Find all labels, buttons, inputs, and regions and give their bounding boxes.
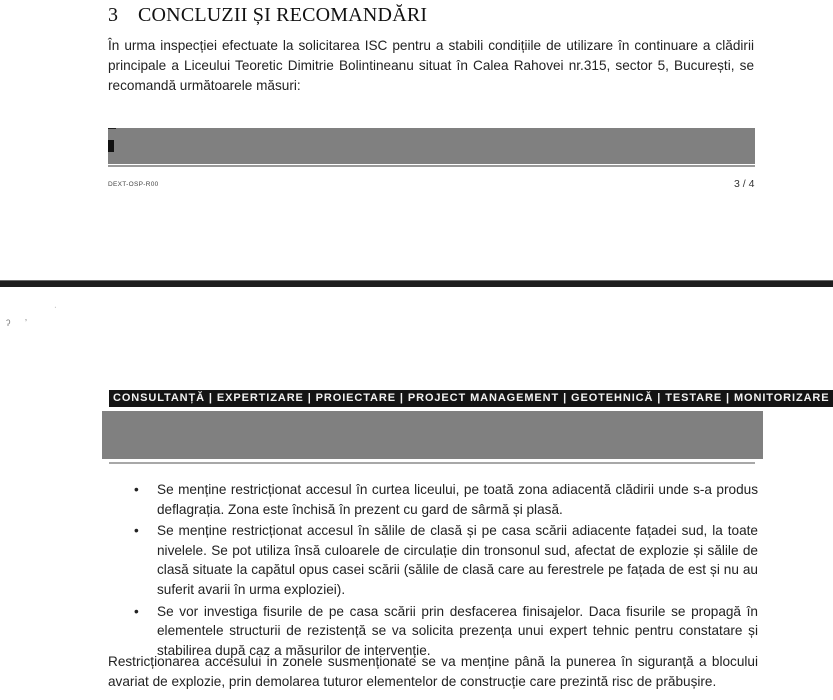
document-code: DEXT-OSP-R00: [108, 181, 159, 188]
page-number: 3 / 4: [734, 178, 755, 190]
section-heading: [108, 4, 427, 27]
list-item-text: Se vor investiga fisurile de pe casa scării prin desfacerea finisajelor. Daca fisurile se propagă în elementele structurii de rezistență se va solicita prezența unui expert tehnic pentru constatare și stabilirea după caz a măsurilor de intervenție.: [157, 603, 758, 658]
scan-artifact: ʔ: [6, 318, 11, 328]
redacted-header-block: [102, 411, 763, 459]
header-rule: [109, 462, 755, 464]
redacted-footer-logo-fragment: [108, 140, 114, 152]
scan-artifact: ˈ: [54, 307, 57, 314]
closing-paragraph: Restricționarea accesului in zonele susmenționate se va menține până la punerea în siguranță a blocului avariat de explozie, prin demolarea tuturor elementelor de construcție care prezintă risc de prăbușire.: [108, 654, 758, 689]
list-item: [108, 521, 758, 599]
page-separator: [0, 280, 833, 287]
section-number: 3: [108, 4, 119, 26]
bullet-icon: •: [134, 603, 139, 619]
list-item-text: Se menține restricționat accesul în sălile de clasă și pe casa scării adiacente fațadei sud, la toate nivelele. Se pot utiliza însă culoarele de circulație din tronsonul sud, afectat de explozie și sălile de clasă situate la capătul opus casei scării (sălile de clasă care au ferestrele pe fațada de est și nu au suferit avarii în urma exploziei).: [157, 523, 758, 597]
redacted-footer-block: [108, 128, 755, 164]
redacted-footer-edge: [108, 128, 116, 129]
bullet-icon: •: [134, 482, 139, 497]
scan-artifact: ʼ: [25, 318, 27, 328]
bullet-icon: •: [134, 523, 139, 539]
list-item-text: Se menține restricționat accesul în curtea liceului, pe toată zona adiacentă clădirii unde s-a produs deflagrația. Zona este închisă în prezent cu gard de sârmă și plasă.: [157, 482, 758, 517]
list-item: [108, 480, 758, 519]
measures-list: [108, 480, 758, 662]
footer-rule: [108, 165, 755, 167]
section-title: CONCLUZII ȘI RECOMANDĂRI: [138, 4, 428, 26]
intro-paragraph: În urma inspecției efectuate la solicitarea ISC pentru a stabili condițiile de utilizare în continuare a clădirii principale a Liceului Teoretic Dimitrie Bolintineanu situat în Calea Rahovei nr.315, sector 5, București, se recomandă următoarele măsuri:: [108, 38, 754, 93]
company-services-banner: CONSULTANȚĂ | EXPERTIZARE | PROIECTARE | PROJECT MANAGEMENT | GEOTEHNICĂ | TESTARE | MONITORIZARE: [109, 390, 833, 407]
